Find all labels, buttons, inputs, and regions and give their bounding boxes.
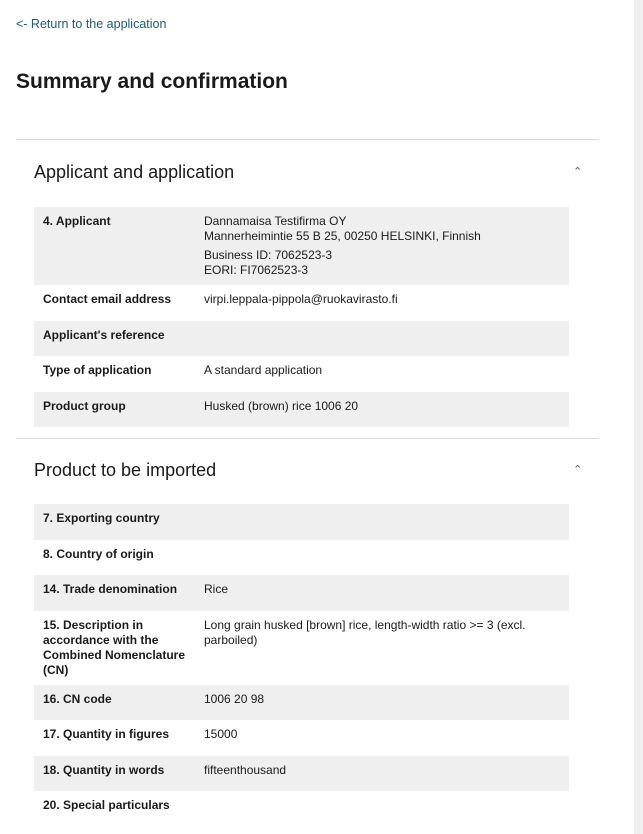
- scrollbar[interactable]: [634, 0, 643, 834]
- applicant-address: Mannerheimintie 55 B 25, 00250 HELSINKI, Finnish: [204, 229, 481, 243]
- row-label: 8. Country of origin: [43, 546, 154, 561]
- table-row: [34, 720, 569, 756]
- page-title: Summary and confirmation: [16, 70, 288, 93]
- table-row: [34, 504, 569, 540]
- row-value: 1006 20 98: [204, 691, 265, 706]
- section-title-applicant: Applicant and application: [34, 162, 235, 182]
- table-row: [34, 756, 569, 792]
- row-label: 14. Trade denomination: [43, 582, 178, 596]
- row-label: 17. Quantity in figures: [43, 727, 170, 741]
- chevron-up-icon[interactable]: ⌃: [573, 464, 583, 476]
- row-value: [204, 511, 560, 533]
- divider: [16, 438, 599, 439]
- row-value: [204, 798, 560, 820]
- table-row: [34, 285, 569, 321]
- applicant-name: Dannamaisa Testifirma OY: [204, 214, 347, 228]
- row-value: Rice: [204, 582, 229, 596]
- table-row: [34, 575, 569, 611]
- row-label: 18. Quantity in words: [43, 762, 165, 777]
- table-row: [34, 540, 569, 576]
- table-row: [34, 207, 569, 285]
- table-row: [34, 321, 569, 357]
- eori: EORI: FI7062523-3: [204, 263, 309, 277]
- row-value: Long grain husked [brown] rice, length-width ratio >= 3 (excl. parboiled): [204, 617, 526, 647]
- table-row: [34, 356, 569, 392]
- chevron-up-icon[interactable]: ⌃: [573, 166, 583, 178]
- row-label: 16. CN code: [43, 691, 112, 706]
- row-label: Type of application: [43, 363, 152, 377]
- row-label: Applicant's reference: [43, 327, 165, 342]
- business-id: Business ID: 7062523-3: [204, 248, 333, 262]
- row-value: virpi.leppala-pippola@ruokavirasto.fi: [204, 292, 398, 306]
- applicant-table: [34, 207, 569, 427]
- row-label: 4. Applicant: [43, 214, 111, 228]
- row-label: Product group: [43, 398, 126, 413]
- row-value: [204, 547, 560, 569]
- table-row: [34, 791, 569, 827]
- return-to-application-link[interactable]: <- Return to the application: [16, 17, 167, 31]
- row-value: fifteenthousand: [204, 762, 287, 777]
- row-value: [204, 214, 560, 278]
- table-row: [34, 685, 569, 721]
- row-value: 15000: [204, 727, 238, 741]
- section-title-product: Product to be imported: [34, 460, 217, 480]
- product-table: [34, 504, 569, 827]
- row-label: 20. Special particulars: [43, 798, 170, 812]
- row-label: Contact email address: [43, 292, 172, 306]
- row-value: Husked (brown) rice 1006 20: [204, 398, 359, 413]
- row-label: 15. Description in accordance with the Combined Nomenclature (CN): [43, 617, 186, 677]
- row-label: 7. Exporting country: [43, 511, 160, 525]
- table-row: [34, 611, 569, 685]
- row-value: [204, 328, 560, 350]
- row-value: A standard application: [204, 363, 323, 377]
- divider: [16, 139, 599, 140]
- table-row: [34, 392, 569, 428]
